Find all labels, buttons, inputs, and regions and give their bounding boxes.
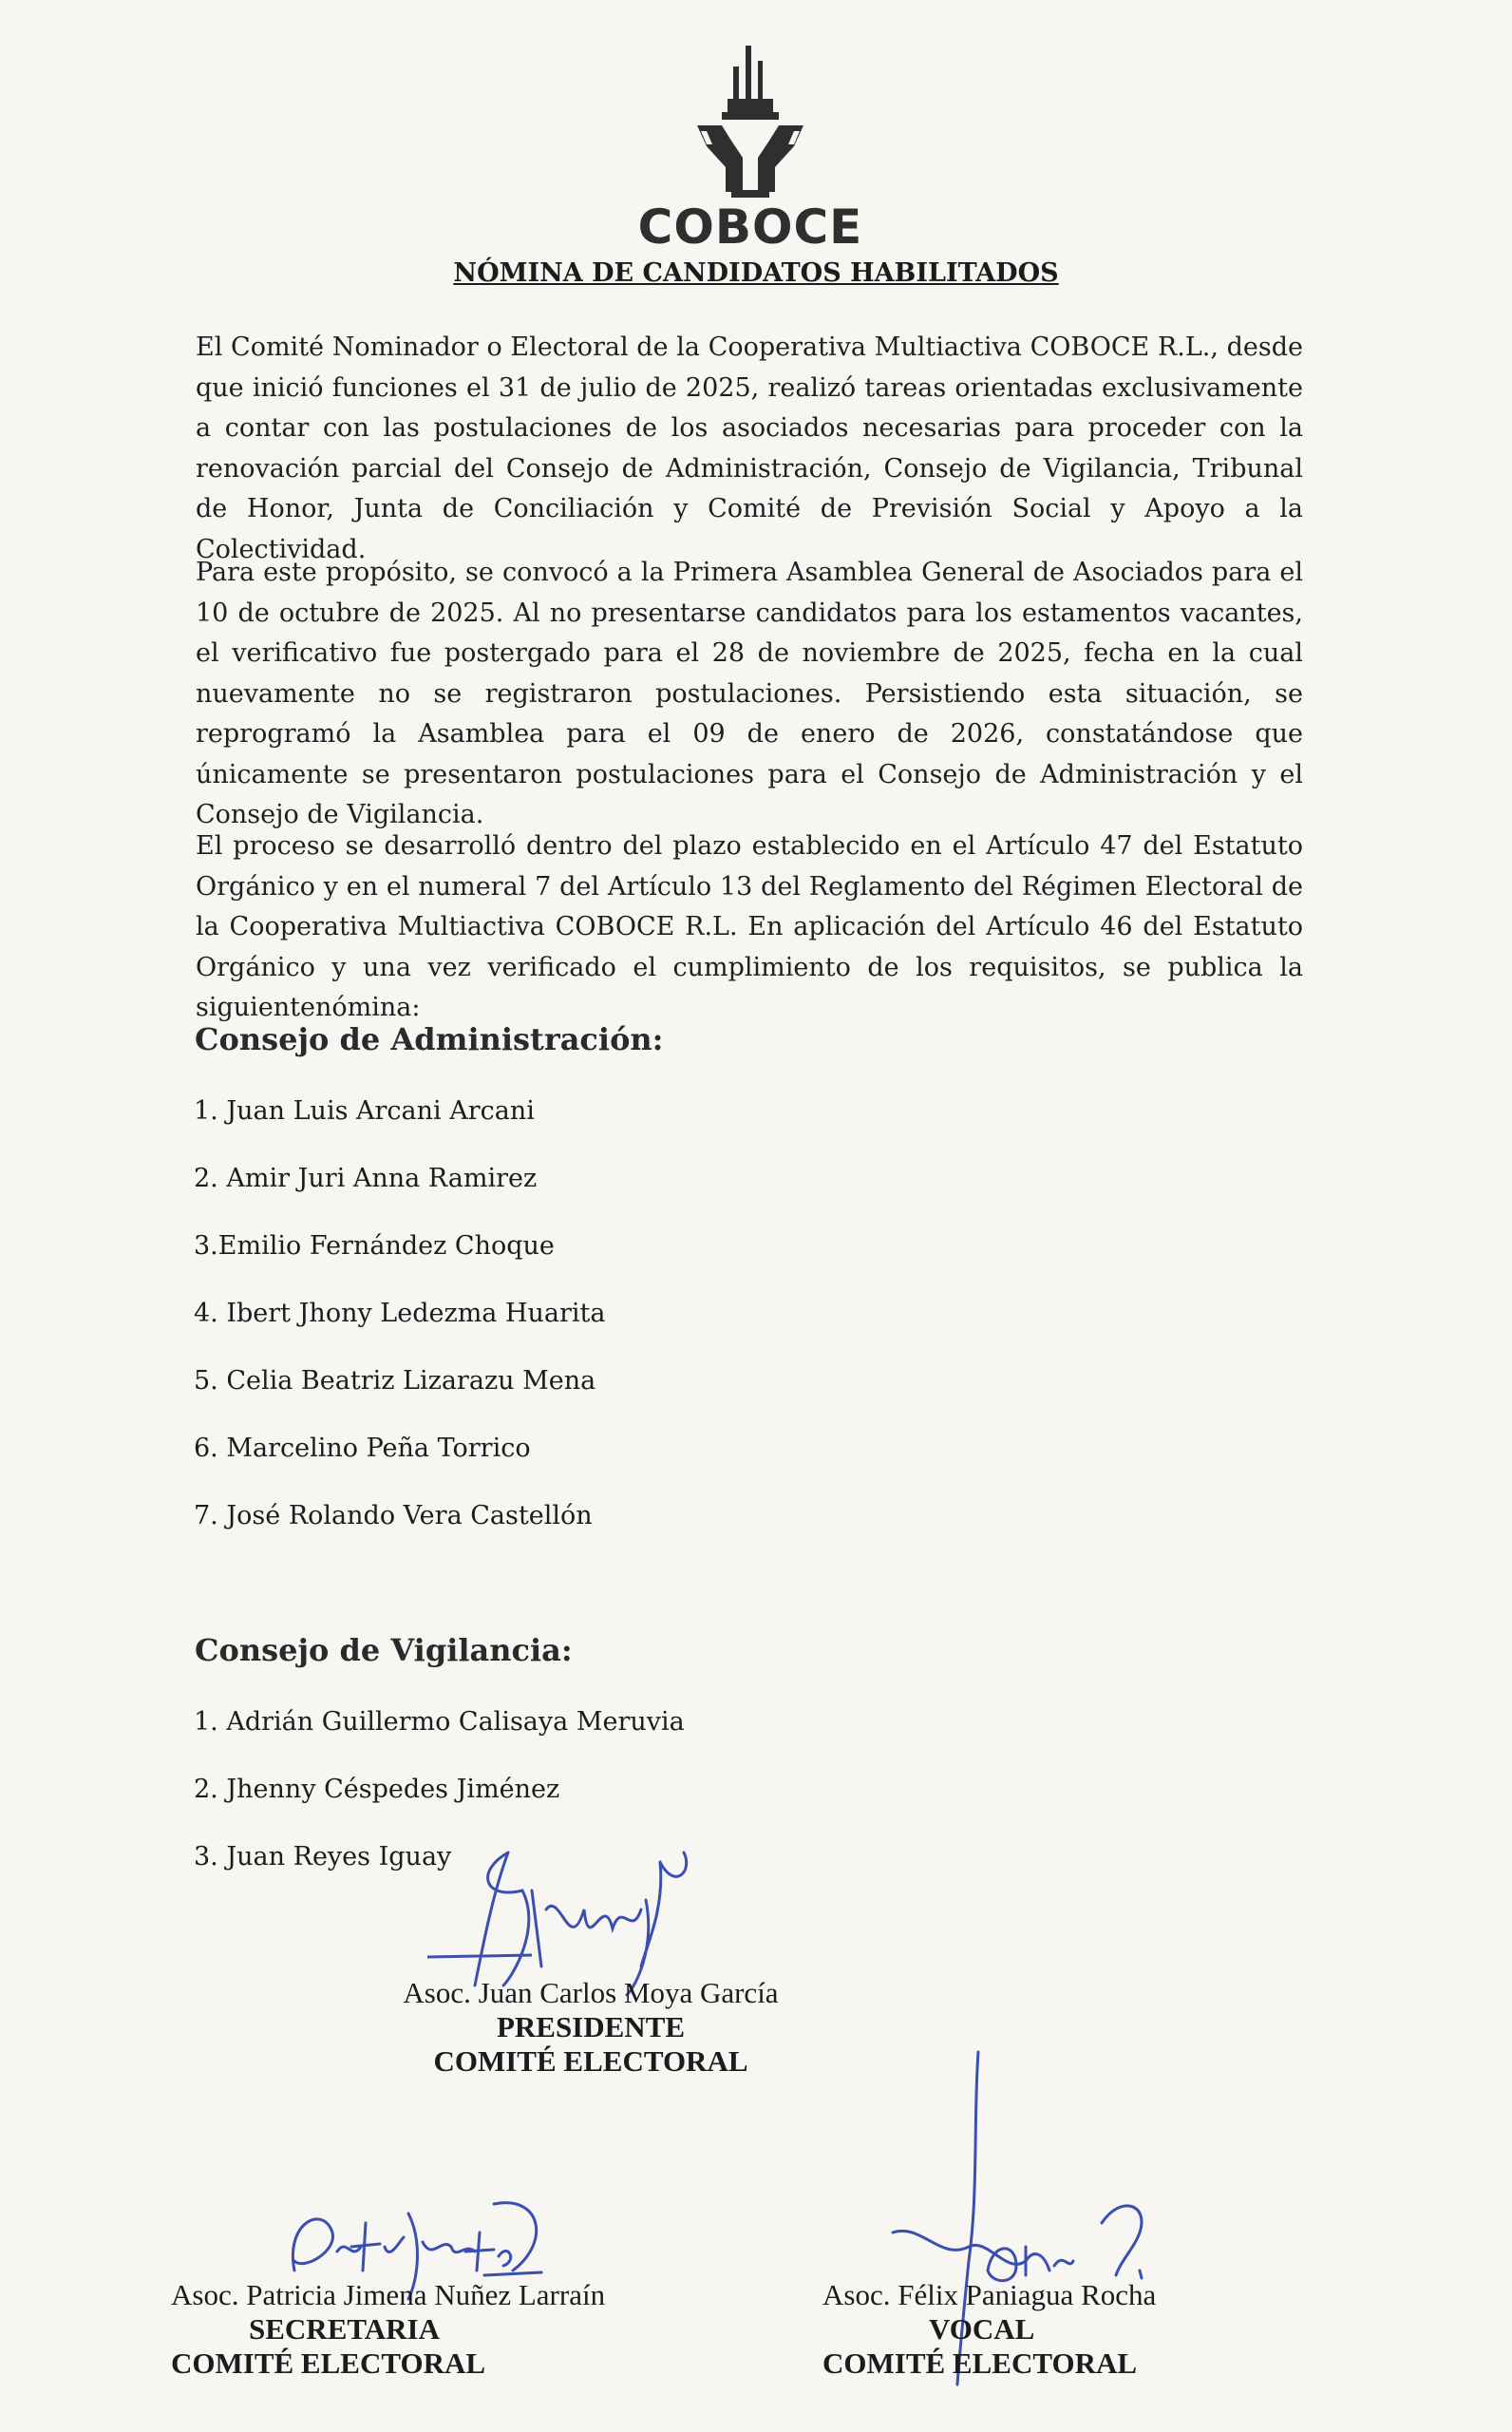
list-consejo-administracion [194, 1092, 606, 1565]
signatory-vocal [822, 2278, 1221, 2381]
list-item: 2. Jhenny Céspedes Jiménez [194, 1775, 560, 1804]
heading-consejo-administracion: Consejo de Administración: [195, 1021, 664, 1057]
document-title: NÓMINA DE CANDIDATOS HABILITADOS [453, 258, 1059, 288]
signatory-role: PRESIDENTE [496, 2010, 686, 2043]
factory-hands-icon [693, 38, 807, 204]
signatory-committee: COMITÉ ELECTORAL [822, 2346, 1138, 2380]
list-item: 3. Juan Reyes Iguay [194, 1842, 452, 1872]
paragraph-3: El proceso se desarrolló dentro del plazo establecido en el Artículo 47 del Estatuto Orgánico y en el numeral 7 del Artículo 13 del Reglamento del Régimen Electoral de la Cooperativa Multiactiva COBOCE R.L. En aplicación del Artículo 46 del Estatuto Orgánico y una vez verificado el cumplimiento de los requisitos, se publica la siguientenómina: [196, 831, 1303, 1022]
signatory-name: Asoc. Félix Paniagua Rocha [822, 2278, 1157, 2311]
list-item: 7. José Rolando Vera Castellón [194, 1501, 593, 1530]
list-item: 3.Emilio Fernández Choque [194, 1231, 555, 1261]
list-item: 6. Marcelino Peña Torrico [194, 1434, 531, 1463]
signatory-name: Asoc. Juan Carlos Moya García [403, 1976, 779, 2009]
signatory-role: VOCAL [929, 2312, 1035, 2346]
logo-text: COBOCE [637, 200, 863, 255]
list-item: 2. Amir Juri Anna Ramirez [194, 1164, 538, 1193]
signatory-president [372, 1976, 809, 2079]
list-item: 1. Juan Luis Arcani Arcani [194, 1096, 535, 1126]
list-item: 5. Celia Beatriz Lizarazu Mena [194, 1366, 596, 1396]
signatory-role: SECRETARIA [249, 2312, 440, 2346]
heading-consejo-vigilancia: Consejo de Vigilancia: [195, 1632, 573, 1668]
signatory-secretary [171, 2278, 665, 2381]
coboce-logo [627, 38, 874, 256]
paragraph-2: Para este propósito, se convocó a la Primera Asamblea General de Asociados para el 10 de octubre de 2025. Al no presentarse candidatos para los estamentos vacantes, el verificativo fue postergado para el 28 de noviembre de 2025, fecha en la cual nuevamente no se registraron postulaciones. Persistiendo esta situación, se reprogramó la Asamblea para el 09 de enero de 2026, constatándose que únicamente se presentaron postulaciones para el Consejo de Administración y el Consejo de Vigilancia. [196, 558, 1303, 829]
list-item: 4. Ibert Jhony Ledezma Huarita [194, 1299, 606, 1328]
signatory-committee: COMITÉ ELECTORAL [171, 2346, 486, 2380]
list-consejo-vigilancia [194, 1703, 685, 1906]
paragraph-1: El Comité Nominador o Electoral de la Cooperativa Multiactiva COBOCE R.L., desde que inició funciones el 31 de julio de 2025, realizó tareas orientadas exclusivamente a contar con las postulaciones de los asociados necesarias para proceder con la renovación parcial del Consejo de Administración, Consejo de Vigilancia, Tribunal de Honor, Junta de Conciliación y Comité de Previsión Social y Apoyo a la Colectividad. [196, 332, 1303, 564]
signatory-name: Asoc. Patricia Jimena Nuñez Larraín [171, 2278, 606, 2311]
signatory-committee: COMITÉ ELECTORAL [433, 2044, 748, 2078]
list-item: 1. Adrián Guillermo Calisaya Meruvia [194, 1707, 685, 1737]
